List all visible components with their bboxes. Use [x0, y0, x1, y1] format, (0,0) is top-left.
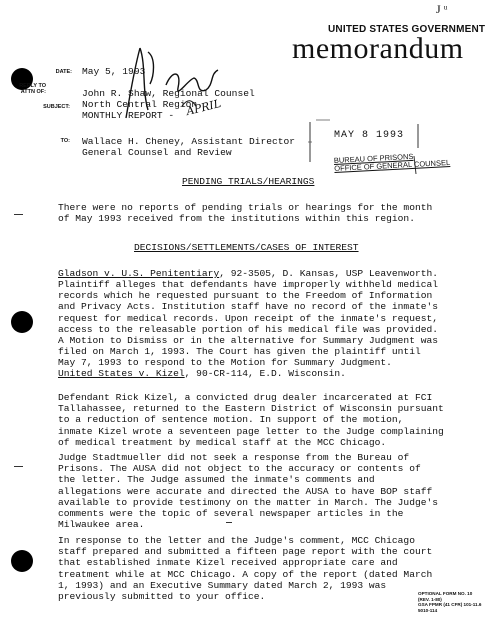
case1-body: Plaintiff alleges that defendants have improperly withheld medical records which he requested pursuant to the Freedom of Information and Privacy Acts. Institution staff have no record of the inmate's request for medical records. Upon receipt of the inmate's request, access to the releasable portion of his medical file was provided. A Motion to Dismiss or in the alternative for Summary Judgment was filed on March 1, 1993. The Court has given the plaintiff until May 7, 1993 to respond to the Motion for Summary Judgment. — [58, 279, 438, 369]
margin-dash — [226, 522, 232, 523]
form-footer: OPTIONAL FORM NO. 10 (REV. 1-80) GSA FPMR (41 CFR) 101-11.6 5010-114 — [418, 591, 482, 613]
subject-value: MONTHLY REPORT - — [82, 110, 175, 121]
stamp-date: MAY 8 1993 — [334, 130, 405, 141]
pending-paragraph: There were no reports of pending trials or hearings for the month of May 1993 received from the institutions within this region. — [58, 202, 433, 225]
subject-handwritten-note: APRIL — [184, 96, 223, 119]
case2-paragraph-2: Judge Stadtmueller did not seek a response from the Bureau of Prisons. The AUSA did not object to the accuracy or contents of the letter. The Judge assumed the inmate's comments and allegations were accurate and directed the AUSA to have BOP staff available to provide testimony on the matter in March. The Judge's comments were the topic of several newspaper articles in the Milwaukee area. — [58, 452, 438, 531]
memo-title: memorandum — [292, 32, 464, 65]
to-label: TO: — [60, 138, 70, 144]
case2-citation-rest: , 90-CR-114, E.D. Wisconsin. — [184, 368, 346, 379]
case1-citation — [58, 268, 470, 279]
case1-title: Gladson v. U.S. Penitentiary — [58, 268, 220, 279]
section-heading-pending: PENDING TRIALS/HEARINGS — [182, 176, 315, 187]
case2-citation — [58, 368, 470, 379]
reply-to-label: REPLY TO ATTN OF: — [19, 83, 46, 95]
to-value: Wallace H. Cheney, Assistant Director General Counsel and Review — [82, 136, 296, 158]
date-value: May 5, 1993 — [82, 66, 146, 77]
punch-hole-bottom — [11, 550, 33, 572]
margin-dash — [14, 214, 23, 215]
date-label: DATE: — [55, 69, 72, 75]
received-stamp — [306, 118, 451, 176]
reply-to-value: John R. Shaw, Regional Counsel North Central Region — [82, 88, 255, 110]
case2-paragraph-3: In response to the letter and the Judge's comment, MCC Chicago staff prepared and submitted a fifteen page report with the court that established inmate Kizel received appropriate care and treatment while at MCC Chicago. A copy of the report (dated March 1, 1993) and an Executive Summary dated March 2, 1993 was previously submitted to your office. — [58, 535, 433, 603]
section-heading-decisions: DECISIONS/SETTLEMENTS/CASES OF INTEREST — [134, 242, 359, 253]
case2-title: United States v. Kizel — [58, 368, 185, 379]
punch-hole-middle — [11, 311, 33, 333]
government-header: UNITED STATES GOVERNMENT — [328, 24, 486, 35]
case2-paragraph-1: Defendant Rick Kizel, a convicted drug dealer incarcerated at FCI Tallahassee, returned to the Eastern District of Wisconsin pursuant to a reduction of sentence motion. In support of the motion, inmate Kizel wrote a seventeen page letter to the Judge complaining of medical treatment by medical staff at the MCC Chicago. — [58, 392, 444, 448]
margin-dash — [14, 466, 23, 467]
corner-mark: J ᵘ — [436, 2, 448, 16]
case1-citation-rest: , 92-3505, D. Kansas, USP Leavenworth. — [219, 268, 438, 279]
subject-label: SUBJECT: — [43, 104, 70, 110]
stamp-organization: BUREAU OF PRISONS OFFICE OF GENERAL COUNSEL — [333, 151, 451, 173]
